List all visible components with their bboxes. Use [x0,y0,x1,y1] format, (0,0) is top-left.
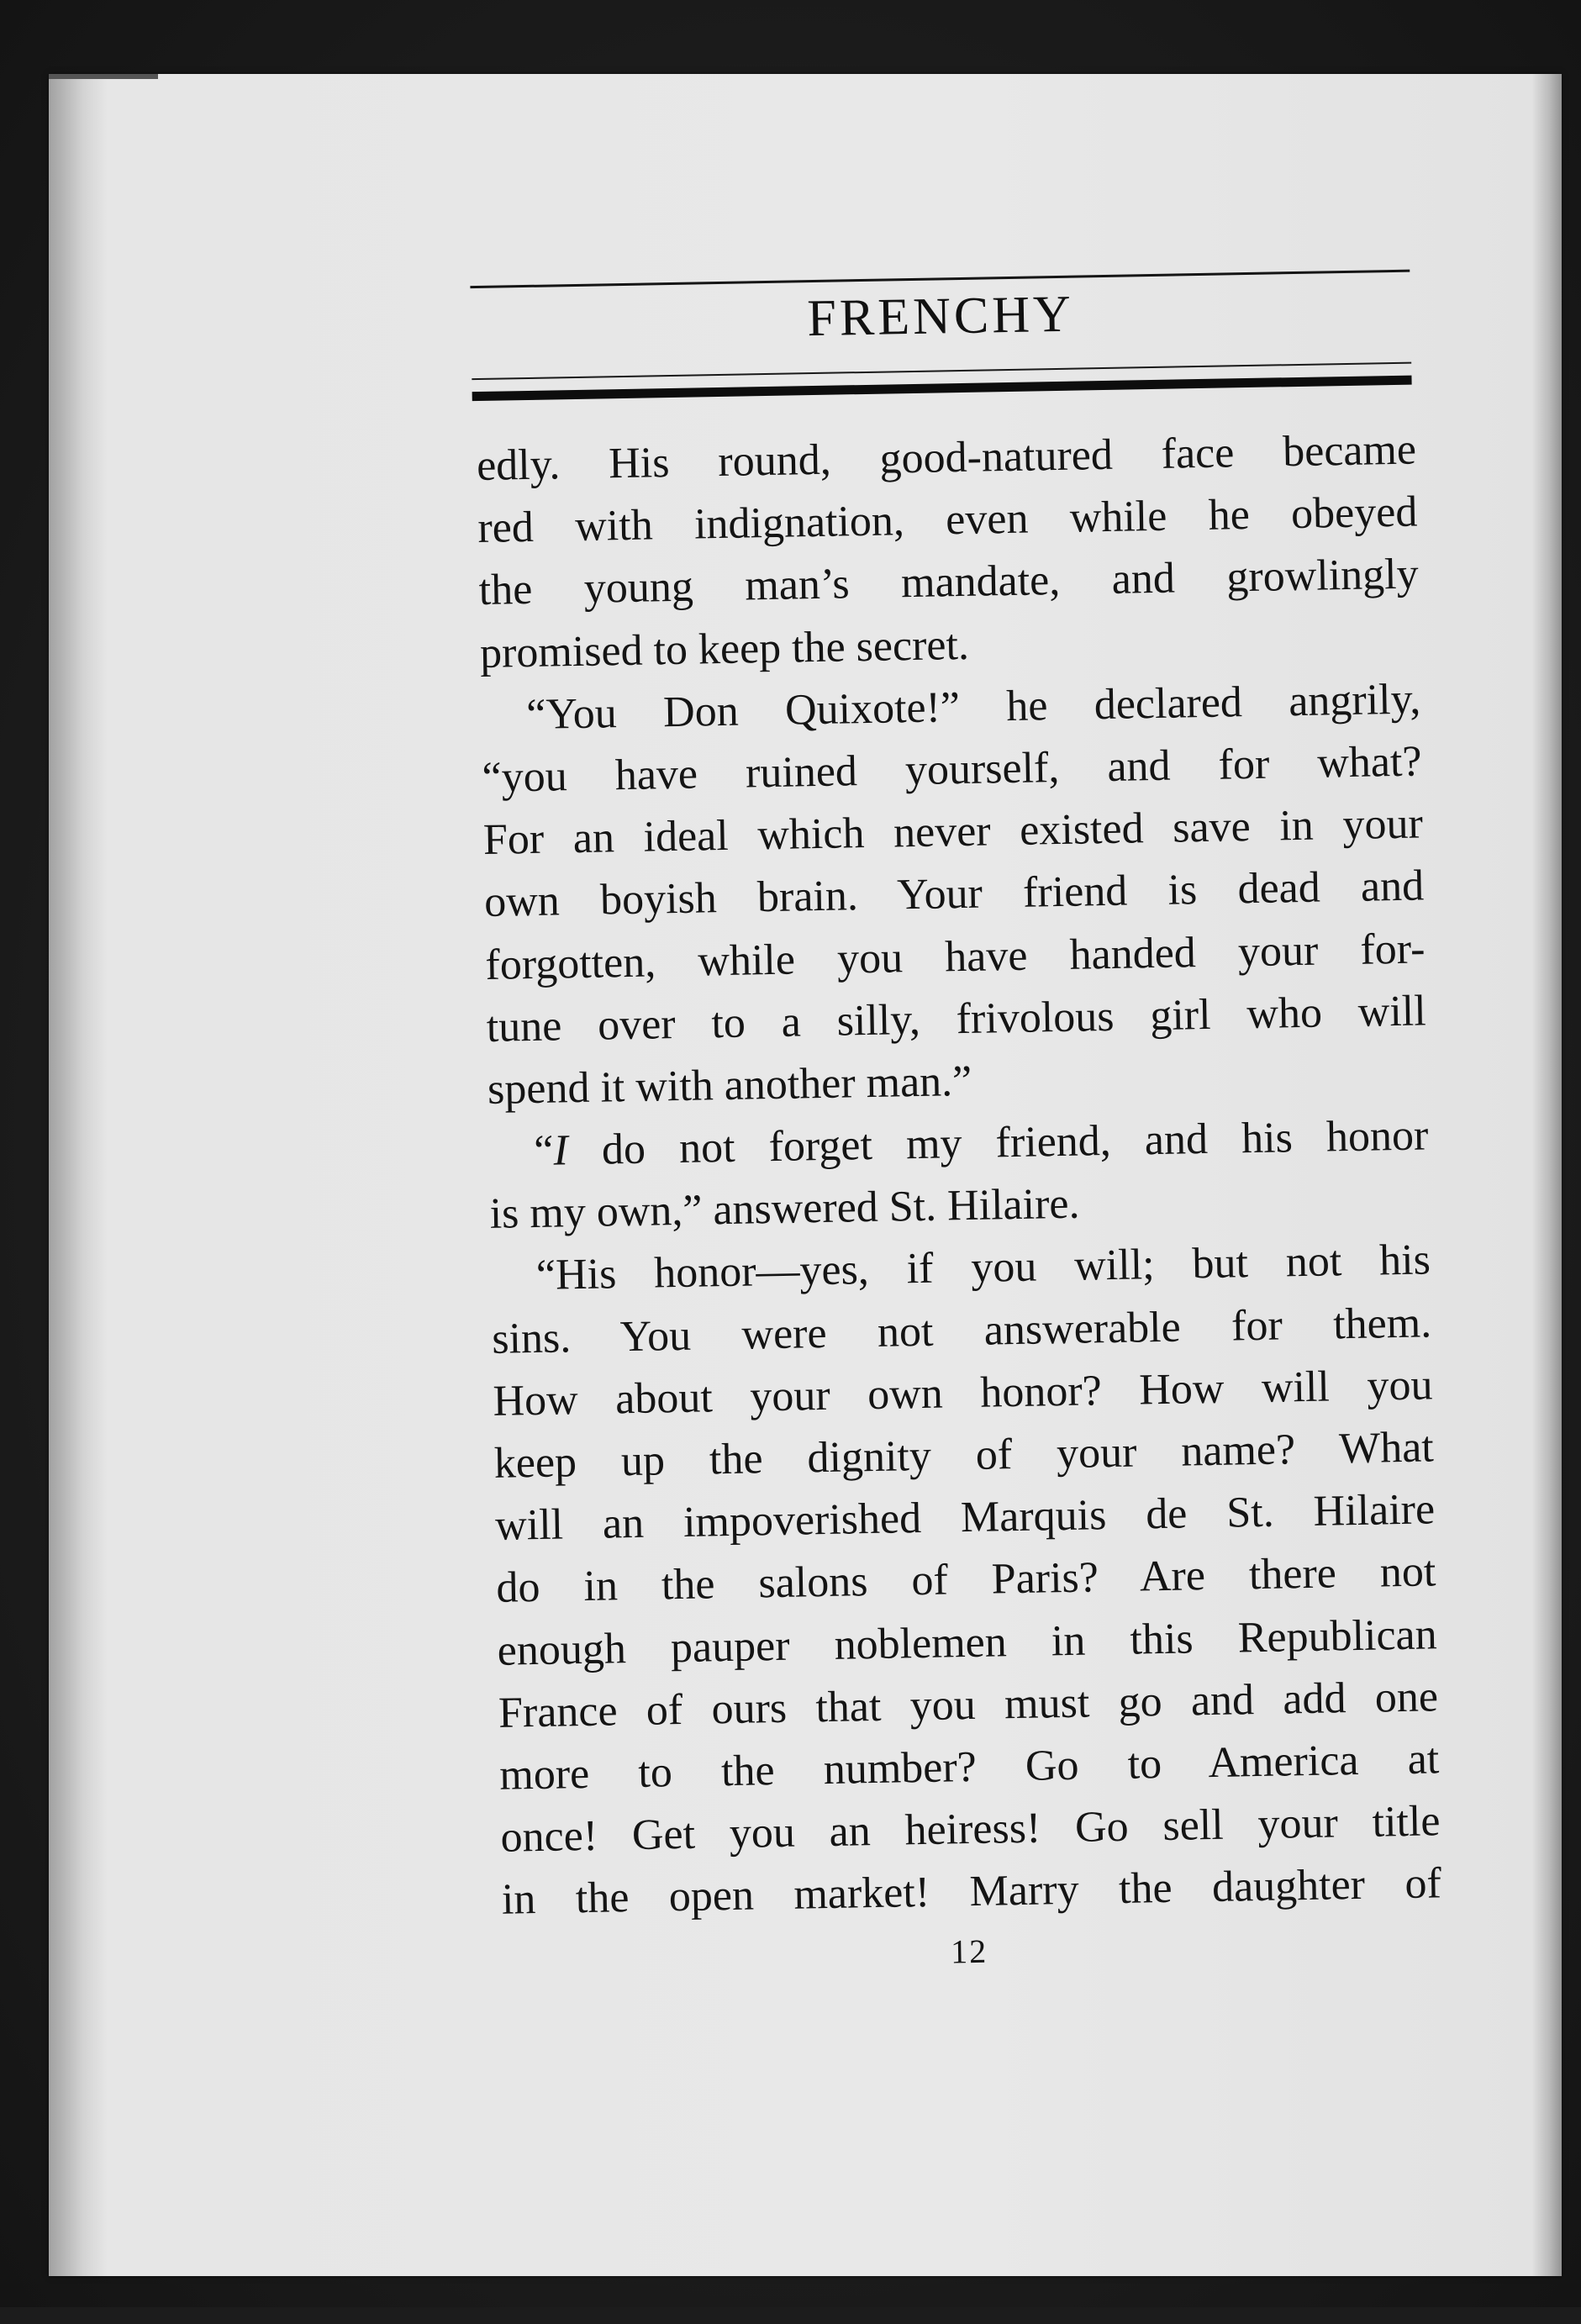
text-line: “you have ruined yourself, and for what? [482,737,1422,802]
text-line: the young man’s mandate, and growlingly [478,550,1420,615]
text-line: France of ours that you must go and add one [498,1673,1439,1737]
text-line: once! Get you an heiress! Go sell your title [500,1797,1441,1862]
text-line: forgotten, while you have handed your for- [485,924,1426,989]
text-line: tune over to a silly, frivolous girl who will [486,987,1427,1051]
text-line: enough pauper noblemen in this Republican [497,1610,1438,1675]
text-line: is my own,” answered St. Hilaire. [489,1179,1080,1239]
text-line: edly. His round, good-natured face became [476,425,1417,491]
text-line: red with indignation, even while he obeyed [477,487,1418,553]
text-line: “You Don Quixote!” he declared angrily, [525,675,1421,739]
running-head: FRENCHY [806,285,1075,348]
text-line: For an ideal which never existed save in your [482,799,1424,865]
text-line: How about your own honor? How will you [493,1361,1433,1425]
text-line: promised to keep the secret. [479,620,970,677]
text-line: own boyish brain. Your friend is dead and [483,862,1425,927]
text-line: “His honor—yes, if you will; but not his [535,1236,1431,1300]
text-line: keep up the dignity of your name? What [493,1423,1435,1488]
open-quote: “ [533,1126,554,1176]
text-line: do in the salons of Paris? Are there not [495,1547,1436,1613]
italic-word: I [552,1126,569,1175]
body-text [477,419,1442,1932]
text-line: sins. You were not answerable for them. [491,1299,1432,1363]
text-line-rest: do not forget my friend, and his honor [601,1111,1429,1174]
page-number: 12 [950,1931,988,1971]
text-line: will an impoverished Marquis de St. Hilaire [494,1485,1436,1551]
header-rule-thick [472,376,1412,402]
text-line: spend it with another man.” [487,1057,972,1114]
text-line: in the open market! Marry the daughter of [501,1859,1442,1925]
text-line: more to the number? Go to America at [498,1735,1440,1800]
